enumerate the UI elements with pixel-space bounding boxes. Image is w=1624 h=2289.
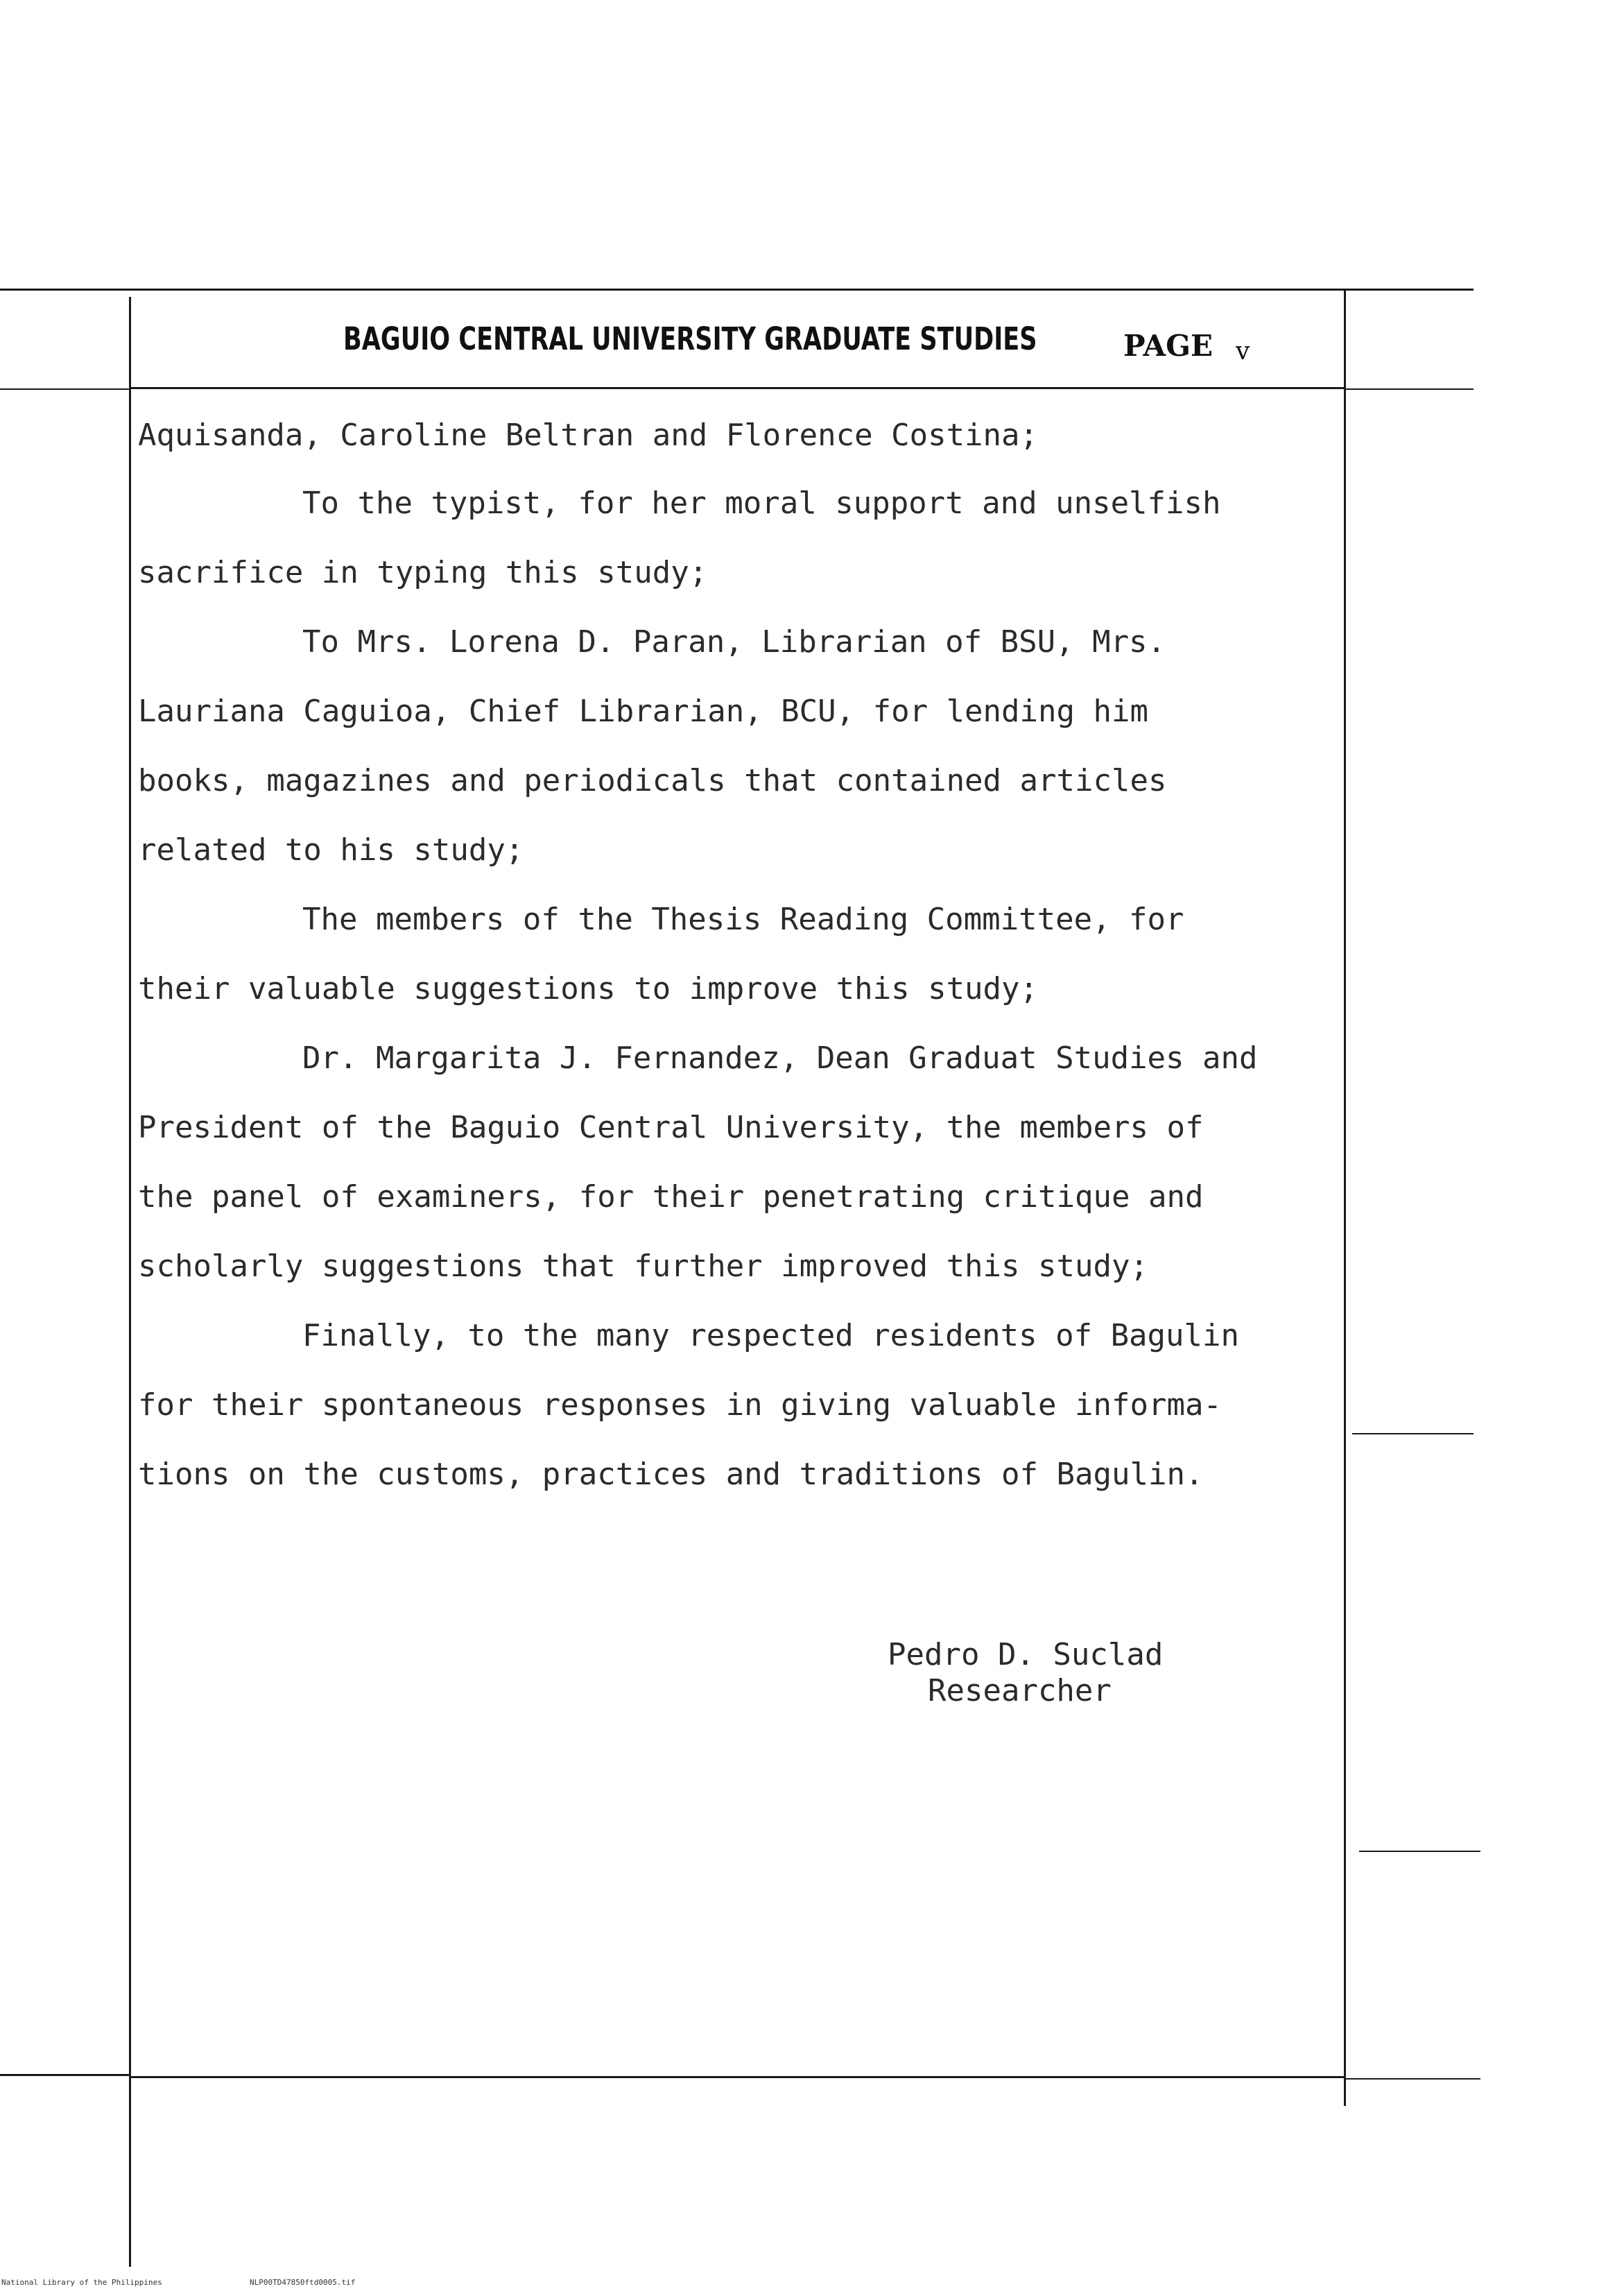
page-number: v [1236,337,1250,366]
text-line: related to his study; [138,832,524,868]
text-line: scholarly suggestions that further improved this study; [138,1249,1148,1284]
text-line: Finally, to the many respected residents of Bagulin [302,1318,1240,1353]
text-line: the panel of examiners, for their penetrating critique and [138,1179,1204,1215]
signature-name: Pedro D. Suclad [888,1637,1164,1672]
text-line: To the typist, for her moral support and unselfish [302,486,1221,521]
page-label: PAGE [1123,329,1213,363]
text-line: books, magazines and periodicals that contained articles [138,763,1167,798]
text-line: Aquisanda, Caroline Beltran and Florence Costina; [138,418,1039,453]
footer-library-credit: National Library of the Philippines [1,2278,162,2287]
text-line: Dr. Margarita J. Fernandez, Dean Graduat Studies and [302,1040,1258,1076]
text-line: tions on the customs, practices and traditions of Bagulin. [138,1457,1204,1492]
right-margin-line [1344,289,1346,2106]
text-line: their valuable suggestions to improve this study; [138,971,1039,1006]
text-line: President of the Baguio Central University, the members of [138,1110,1204,1145]
text-line: sacrifice in typing this study; [138,555,708,590]
right-tick-line-2 [1359,1851,1480,1852]
bottom-border-line-right [1344,2078,1480,2080]
signature-title: Researcher [928,1673,1112,1708]
bottom-border-line [130,2076,1344,2078]
left-margin-line [129,297,131,2267]
right-tick-line-1 [1352,1433,1474,1434]
top-border-line [0,289,1474,291]
header-underline [130,387,1344,389]
text-line: To Mrs. Lorena D. Paran, Librarian of BSU, Mrs. [302,624,1166,660]
text-line: Lauriana Caguioa, Chief Librarian, BCU, for lending him [138,694,1148,729]
footer-file-name: NLP00TD47850ftd0005.tif [250,2278,356,2287]
header-underline-left [0,388,130,390]
university-header-title: BAGUIO CENTRAL UNIVERSITY GRADUATE STUDIES [343,320,1037,357]
text-line: The members of the Thesis Reading Committee, for [302,902,1184,937]
bottom-border-line-left [0,2074,130,2076]
text-line: for their spontaneous responses in giving valuable informa- [138,1387,1222,1423]
header-underline-right [1344,388,1474,390]
